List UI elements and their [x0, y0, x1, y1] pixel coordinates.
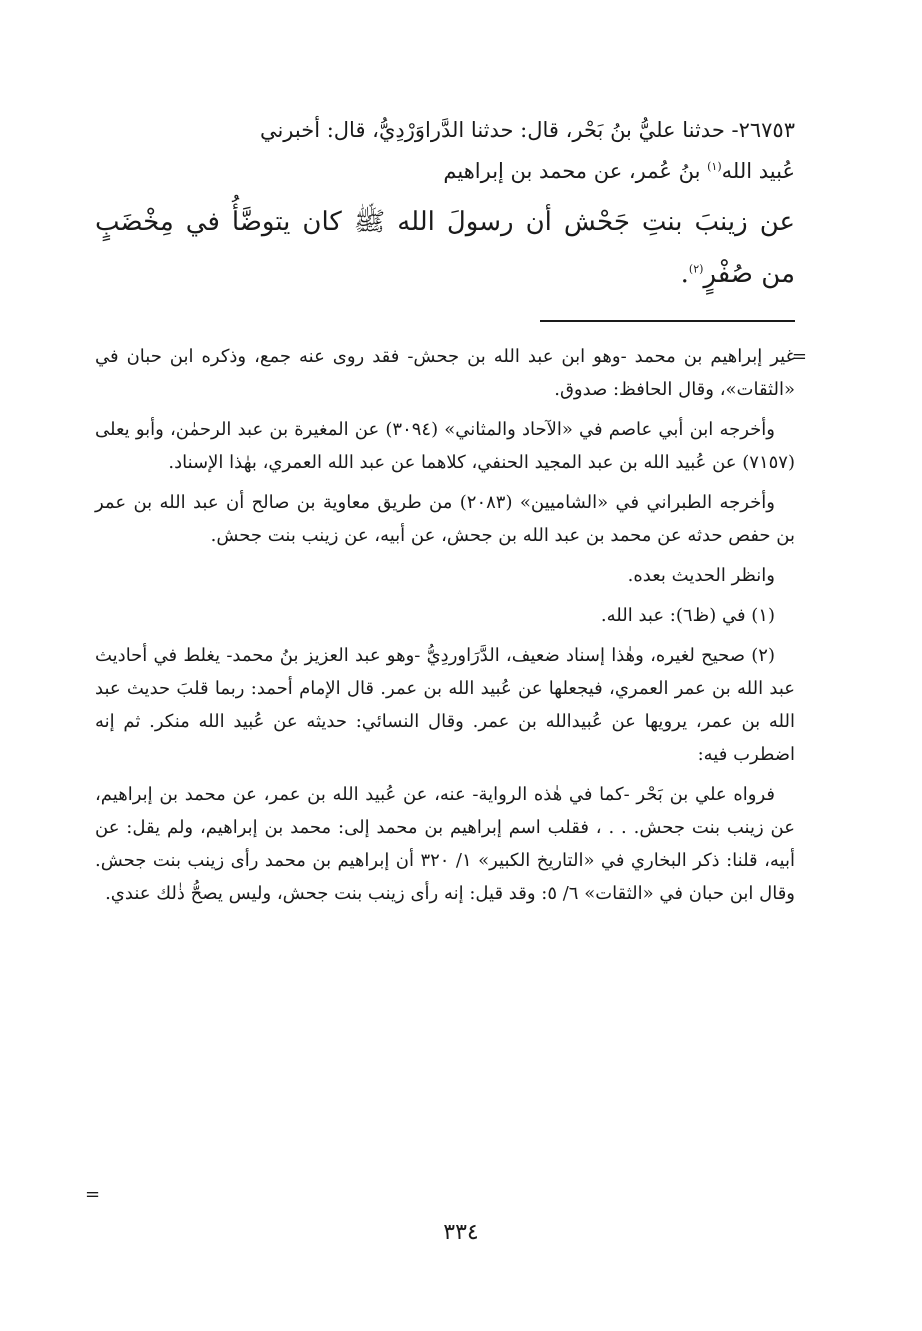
matn-text: عن زينبَ بنتِ جَحْش أن رسولَ الله ﷺ كان يتوضَّأُ في مِخْضَبٍ من صُفْرٍ	[95, 207, 795, 289]
hadith-matn	[95, 196, 795, 300]
note-paragraph: وانظر الحديث بعده.	[627, 565, 775, 586]
continuation-mark: =	[791, 346, 807, 367]
page-number: ٣٣٤	[443, 1220, 479, 1245]
isnad-line-1: ٢٦٧٥٣- حدثنا عليُّ بنُ بَحْر، قال: حدثنا الدَّراوَرْدِيُّ، قال: أخبرني	[259, 118, 795, 142]
footnote-ref-1[interactable]: (١)	[707, 160, 722, 173]
isnad-line-2-end: بنُ عُمر، عن محمد بن إبراهيم	[443, 159, 708, 183]
note-paragraph: فرواه علي بن بَحْر -كما في هٰذه الرواية- عنه، عن عُبيد الله بن عمر، عن محمد بن إبراهيم، عن زينب بنت جحش. . . ، فقلب اسم إبراهيم بن محمد إلى: محمد بن إبراهيم، ولم يقل: عن أبيه، قلنا: ذكر البخاري في «التاريخ الكبير» ١/ ٣٢٠ أن إبراهيم بن محمد رأى زينب بنت جحش. وقال ابن حبان في «الثقات» ٦/ ٥: وقد قيل: إنه رأى زينب بنت جحش، وليس يصحُّ ذٰلك عندي.	[95, 784, 795, 904]
footnote-divider	[540, 320, 795, 322]
footnotes	[95, 340, 807, 910]
matn-end: .	[680, 259, 689, 289]
footnote-1: (١) في (ظ٦): عبد الله.	[600, 605, 775, 626]
continuation-end-mark: =	[85, 1184, 101, 1205]
isnad-line-2-start: عُبيد الله	[721, 159, 795, 183]
note-paragraph: وأخرجه ابن أبي عاصم في «الآحاد والمثاني» (٣٠٩٤) عن المغيرة بن عبد الرحمٰن، وأبو يعلى (٧١٥٧) عن عُبيد الله بن عبد المجيد الحنفي، كلاهما عن عبد الله العمري، بهٰذا الإسناد.	[95, 419, 795, 473]
note-paragraph: وأخرجه الطبراني في «الشاميين» (٢٠٨٣) من طريق معاوية بن صالح أن عبد الله بن عمر بن حفص حدثه عن محمد بن عبد الله بن جحش، عن أبيه، عن زينب بنت جحش.	[95, 492, 795, 546]
note-paragraph: غير إبراهيم بن محمد -وهو ابن عبد الله بن جحش- فقد روى عنه جمع، وذكره ابن حبان في «الثقات»، وقال الحافظ: صدوق.	[95, 346, 795, 400]
isnad-line-2	[95, 151, 795, 192]
footnote-2: (٢) صحيح لغيره، وهٰذا إسناد ضعيف، الدَّرَاوردِيُّ -وهو عبد العزيز بنُ محمد- يغلط في أحاديث عبد الله بن عمر العمري، فيجعلها عن عُبيد الله بن عمر. قال الإمام أحمد: ربما قلبَ حديث عبد الله بن عمر، يرويها عن عُبيدالله بن عمر. وقال النسائي: حديثه عن عُبيد الله منكر. ثم إنه اضطرب فيه:	[95, 645, 795, 765]
footnote-ref-2[interactable]: (٢)	[688, 262, 704, 276]
hadith-isnad	[95, 110, 795, 192]
page-content	[95, 100, 807, 917]
